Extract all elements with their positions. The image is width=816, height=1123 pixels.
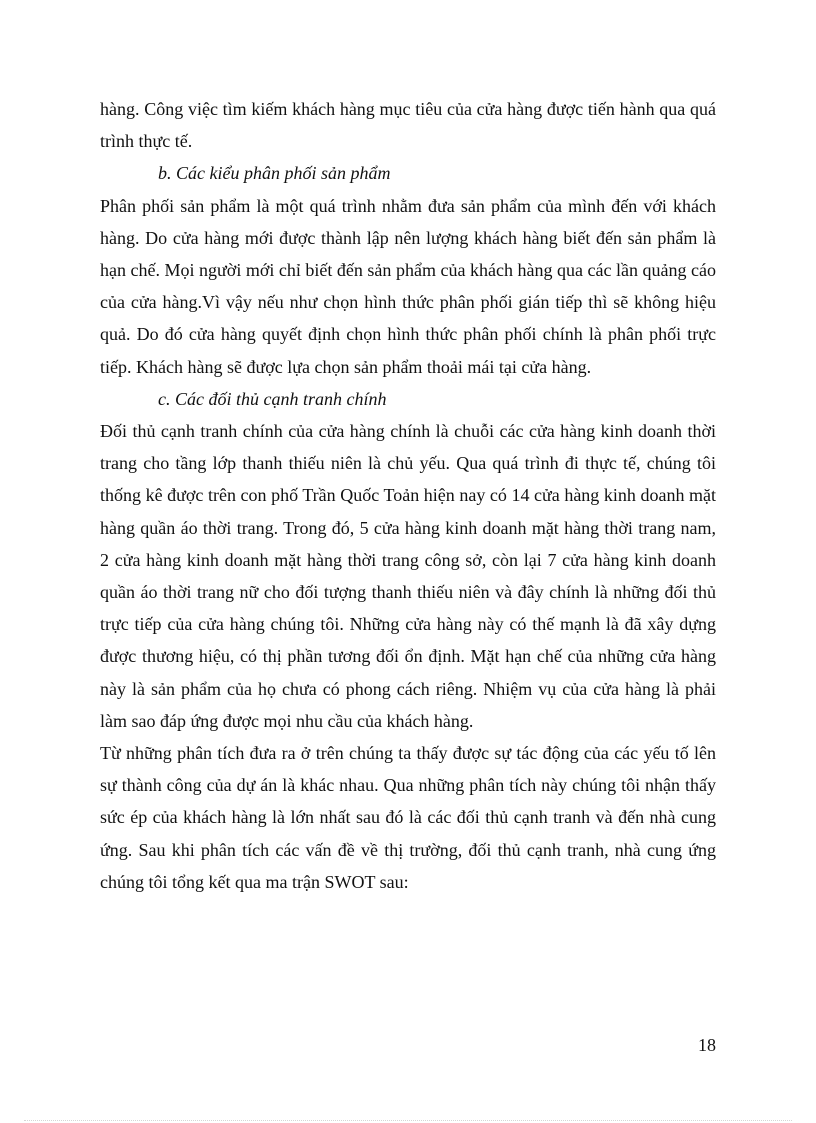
paragraph-distribution: Phân phối sản phẩm là một quá trình nhằm đưa sản phẩm của mình đến với khách hàng. Do cửa hàng mới được thành lập nên lượng khách hàng biết đến sản phẩm là hạn chế. Mọi người mới chỉ biết đến sản phẩm của khách hàng qua các lần quảng cáo của cửa hàng.Vì vậy nếu như chọn hình thức phân phối gián tiếp thì sẽ không hiệu quả. Do đó cửa hàng quyết định chọn hình thức phân phối chính là phân phối trực tiếp. Khách hàng sẽ được lựa chọn sản phẩm thoải mái tại cửa hàng. [100,195,716,377]
section-heading-competitors: c. Các đối thủ cạnh tranh chính [158,388,387,409]
document-body [100,93,716,898]
paragraph-competitors: Đối thủ cạnh tranh chính của cửa hàng chính là chuỗi các cửa hàng kinh doanh thời trang cho tầng lớp thanh thiếu niên là chủ yếu. Qua quá trình đi thực tế, chúng tôi thống kê được trên con phố Trần Quốc Toản hiện nay có 14 cửa hàng kinh doanh mặt hàng quần áo thời trang. Trong đó, 5 cửa hàng kinh doanh mặt hàng thời trang nam, 2 cửa hàng kinh doanh mặt hàng thời trang công sở, còn lại 7 cửa hàng kinh doanh quần áo thời trang nữ cho đối tượng thanh thiếu niên và đây chính là những đối thủ trực tiếp của cửa hàng chúng tôi. Những cửa hàng này có thế mạnh là đã xây dựng được thương hiệu, có thị phần tương đối ổn định. Mặt hạn chế của những cửa hàng này là sản phẩm của họ chưa có phong cách riêng. Nhiệm vụ của cửa hàng là phải làm sao đáp ứng được mọi nhu cầu của khách hàng. [100,421,716,731]
paragraph-continuation: hàng. Công việc tìm kiếm khách hàng mục tiêu của cửa hàng được tiến hành qua quá trình thực tế. [100,99,716,152]
page-number: 18 [698,1035,716,1055]
bottom-divider [24,1120,792,1121]
paragraph-swot-intro: Từ những phân tích đưa ra ở trên chúng ta thấy được sự tác động của các yếu tố lên sự thành công của dự án là khác nhau. Qua những phân tích này chúng tôi nhận thấy sức ép của khách hàng là lớn nhất sau đó là các đối thủ cạnh tranh và đến nhà cung ứng. Sau khi phân tích các vấn đề về thị trường, đối thủ cạnh tranh, nhà cung ứng chúng tôi tổng kết qua ma trận SWOT sau: [100,743,716,892]
section-heading-distribution: b. Các kiểu phân phối sản phẩm [158,163,391,184]
